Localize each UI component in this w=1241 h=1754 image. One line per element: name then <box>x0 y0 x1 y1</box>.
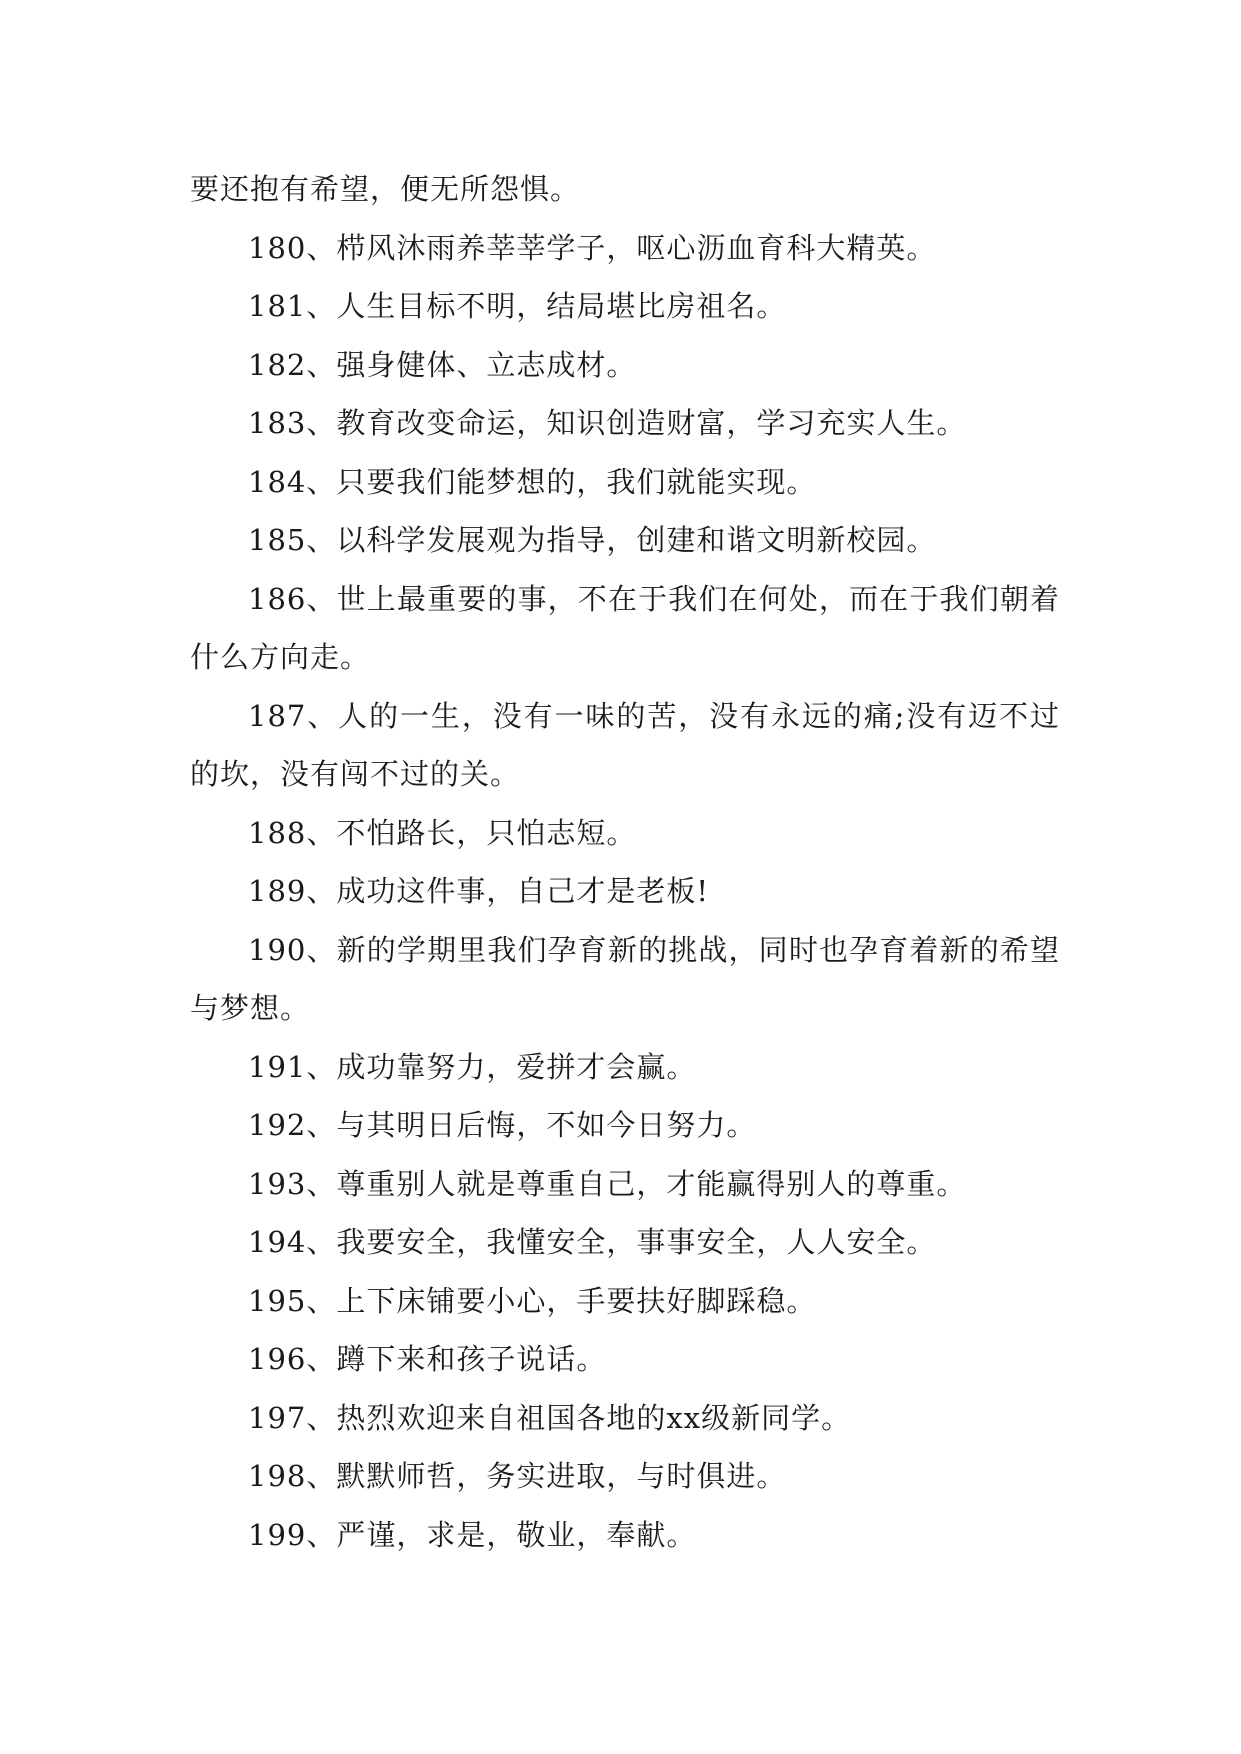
slogan-item: 192、与其明日后悔，不如今日努力。 <box>248 1108 757 1142</box>
slogan-item: 188、不怕路长，只怕志短。 <box>248 815 637 850</box>
slogan-item: 187、人的一生，没有一味的苦，没有永远的痛;没有迈不过的坎，没有闯不过的关。 <box>190 698 1060 791</box>
slogan-item: 196、蹲下来和孩子说话。 <box>248 1342 607 1376</box>
slogan-item: 191、成功靠努力，爱拼才会赢。 <box>248 1049 697 1084</box>
slogan-item: 186、世上最重要的事，不在于我们在何处，而在于我们朝着什么方向走。 <box>190 581 1060 674</box>
slogan-item: 182、强身健体、立志成材。 <box>248 347 637 382</box>
slogan-item: 195、上下床铺要小心，手要扶好脚踩稳。 <box>248 1283 817 1318</box>
slogan-item: 190、新的学期里我们孕育新的挑战，同时也孕育着新的希望与梦想。 <box>190 932 1060 1025</box>
slogan-item: 184、只要我们能梦想的，我们就能实现。 <box>248 464 817 499</box>
slogan-item: 180、栉风沐雨养莘莘学子，呕心沥血育科大精英。 <box>248 230 937 265</box>
slogan-item: 197、热烈欢迎来自祖国各地的xx级新同学。 <box>248 1400 852 1435</box>
slogan-item: 183、教育改变命运，知识创造财富，学习充实人生。 <box>248 406 967 440</box>
slogan-item: 198、默默师哲，务实进取，与时俱进。 <box>248 1459 787 1493</box>
slogan-item: 193、尊重别人就是尊重自己，才能赢得别人的尊重。 <box>248 1166 967 1201</box>
document-body <box>190 160 1060 1564</box>
slogan-item: 185、以科学发展观为指导，创建和谐文明新校园。 <box>248 523 937 557</box>
slogan-item: 189、成功这件事，自己才是老板! <box>248 874 710 908</box>
slogan-item: 181、人生目标不明，结局堪比房祖名。 <box>248 289 787 323</box>
slogan-item: 194、我要安全，我懂安全，事事安全，人人安全。 <box>248 1225 937 1259</box>
slogan-item: 199、严谨，求是，敬业，奉献。 <box>248 1517 697 1552</box>
continuation-paragraph: 要还抱有希望，便无所怨惧。 <box>190 172 581 206</box>
